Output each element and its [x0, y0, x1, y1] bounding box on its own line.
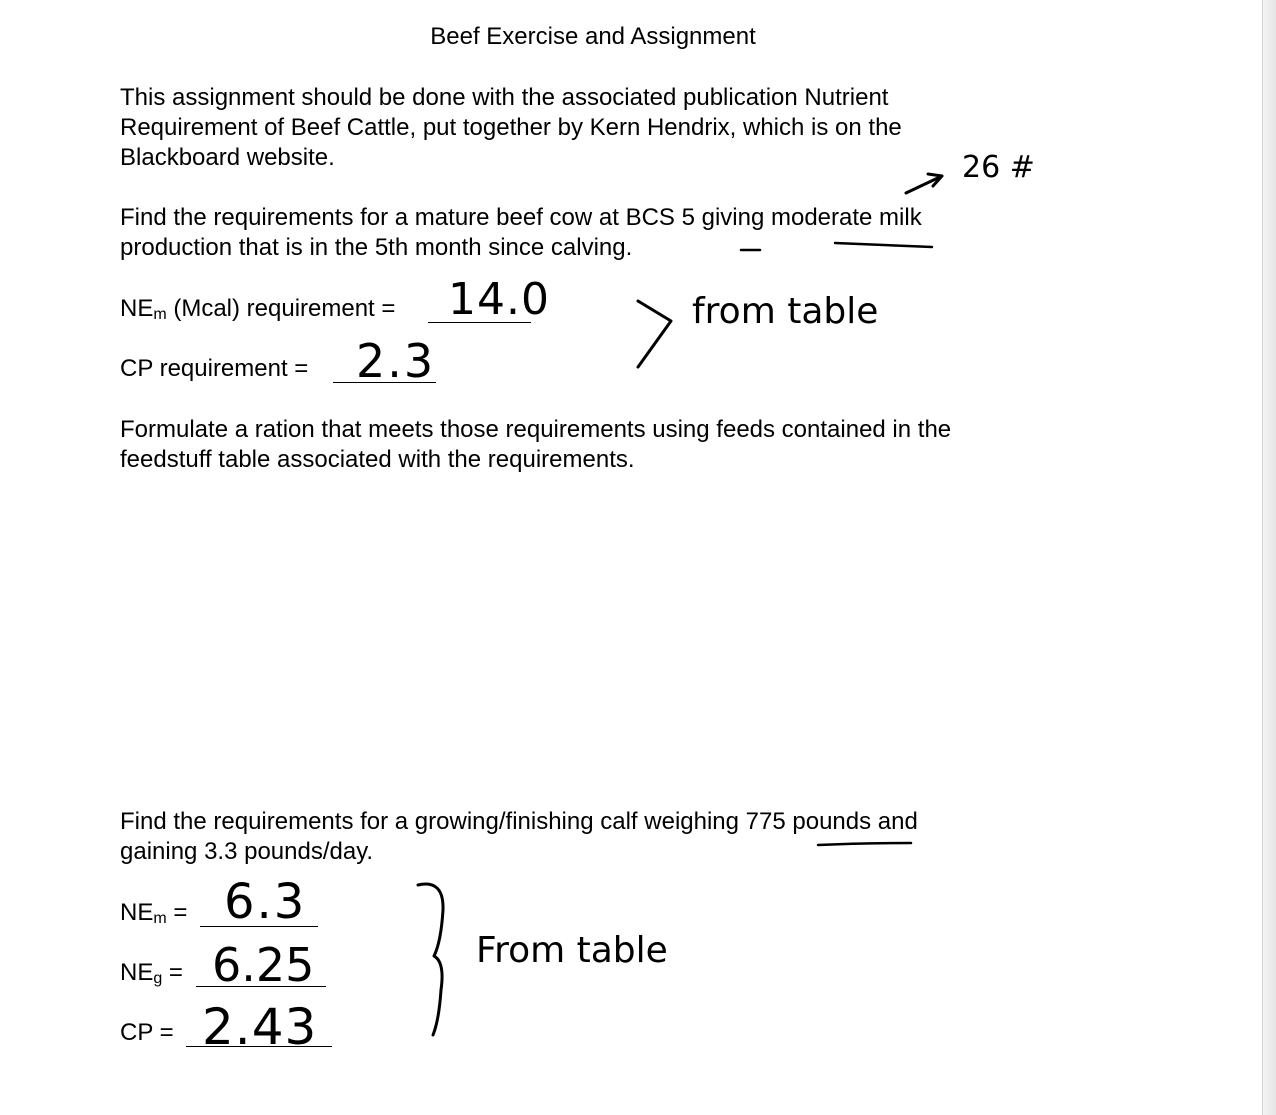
underline-mark-775-pounds: [818, 843, 911, 845]
calf-neg-label: $NE_g$ =: [120, 959, 183, 987]
question-line: Formulate a ration that meets those requirements using feeds contained in the: [120, 416, 952, 443]
handwritten-cow-source-note: from table: [692, 291, 879, 332]
handwritten-calf-nem-value: 6.3: [224, 874, 307, 930]
question-line: gaining 3.3 pounds/day.: [120, 838, 374, 865]
question-line: production that is in the 5th month since calving.: [120, 234, 633, 261]
calf-cp-label: CP =: [120, 1019, 174, 1046]
calf-nem-label: $NE_m$ =: [120, 899, 188, 927]
question-line: Find the requirements for a mature beef cow at BCS 5 giving moderate milk: [120, 204, 922, 231]
handwritten-calf-source-note: From table: [476, 930, 668, 971]
handwritten-calf-neg-value: 6.25: [212, 938, 315, 992]
page-title: Beef Exercise and Assignment: [430, 23, 756, 50]
question-line: Find the requirements for a growing/finishing calf weighing 775 pounds and: [120, 808, 918, 835]
handwritten-cow-nem-value: 14.0: [448, 274, 550, 325]
curly-brace-icon: [418, 884, 443, 1035]
weight-arrow-icon: [906, 174, 942, 193]
cow-nem-label: $NE_m$ (Mcal) requirement =: [120, 295, 396, 323]
handwritten-weight-note: 26 #: [962, 150, 1035, 185]
intro-line: Blackboard website.: [120, 144, 335, 171]
handwritten-cow-cp-value: 2.3: [356, 334, 436, 388]
intro-line: Requirement of Beef Cattle, put together by Kern Hendrix, which is on the: [120, 114, 902, 141]
handwritten-calf-cp-value: 2.43: [202, 998, 318, 1056]
cow-cp-label: CP requirement =: [120, 355, 309, 382]
underline-mark-moderate: [835, 243, 932, 247]
greater-than-bracket-icon: [638, 301, 671, 367]
intro-line: This assignment should be done with the associated publication Nutrient: [120, 84, 889, 111]
question-line: feedstuff table associated with the requirements.: [120, 446, 635, 473]
